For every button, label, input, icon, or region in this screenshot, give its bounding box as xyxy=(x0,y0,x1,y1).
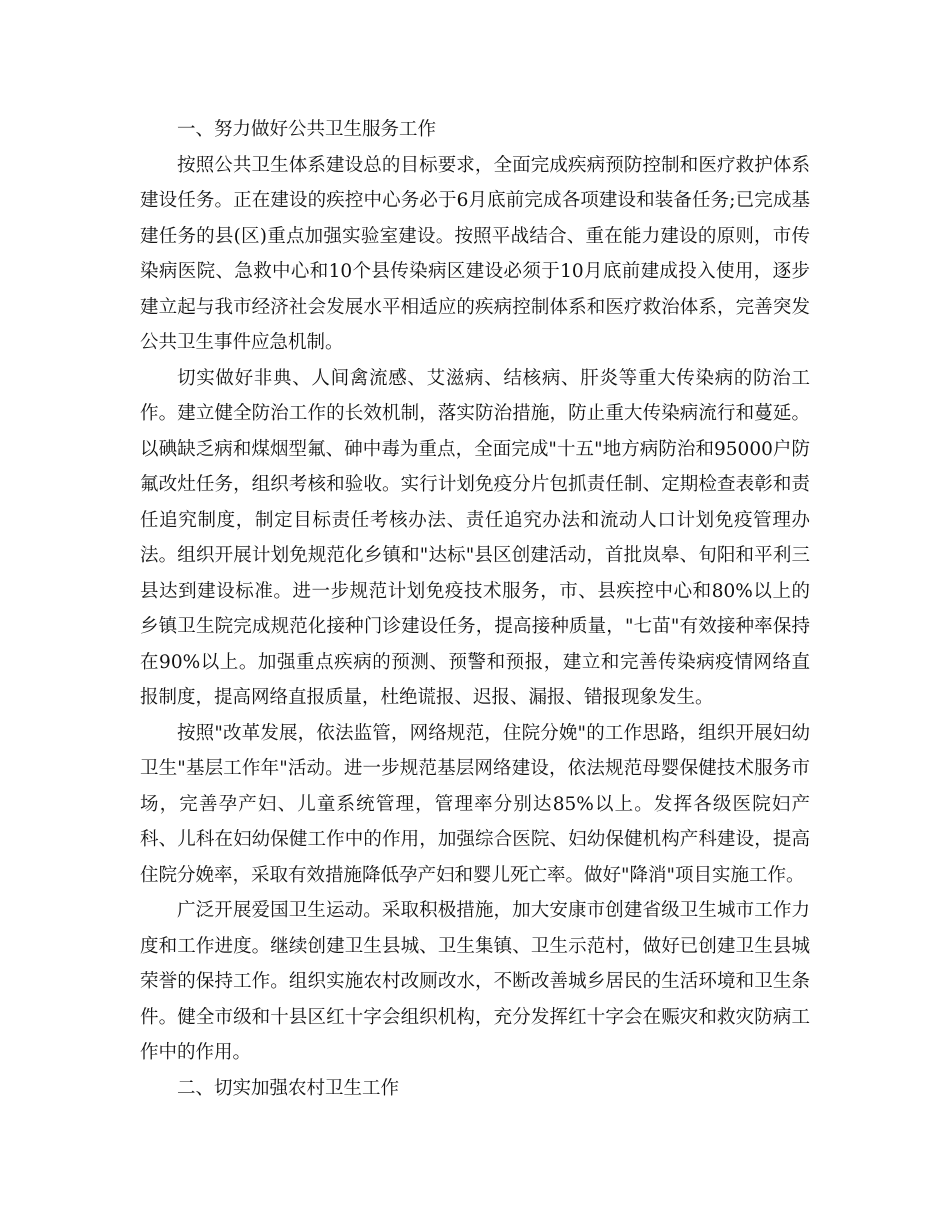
paragraph-3: 按照"改革发展，依法监管，网络规范，住院分娩"的工作思路，组织开展妇幼卫生"基层工作年"活动。进一步规范基层网络建设，依法规范母婴保健技术服务市场，完善孕产妇、儿童系统管理，管理率分别达85%以上。发挥各级医院妇产科、儿科在妇幼保健工作中的作用，加强综合医院、妇幼保健机构产科建设，提高住院分娩率，采取有效措施降低孕产妇和婴儿死亡率。做好"降消"项目实施工作。 xyxy=(140,722,810,886)
section-heading-1: 一、努力做好公共卫生服务工作 xyxy=(177,119,437,140)
section-heading-2: 二、切实加强农村卫生工作 xyxy=(177,1077,400,1099)
paragraph-2: 切实做好非典、人间禽流感、艾滋病、结核病、肝炎等重大传染病的防治工作。建立健全防治工作的长效机制，落实防治措施，防止重大传染病流行和蔓延。以碘缺乏病和煤烟型氟、砷中毒为重点，全面完成"十五"地方病防治和95000户防氟改灶任务，组织考核和验收。实行计划免疫分片包抓责任制、定期检查表彰和责任追究制度，制定目标责任考核办法、责任追究办法和流动人口计划免疫管理办法。组织开展计划免规范化乡镇和"达标"县区创建活动，首批岚皋、旬阳和平利三县达到建设标准。进一步规范计划免疫技术服务，市、县疾控中心和80%以上的乡镇卫生院完成规范化接种门诊建设任务，提高接种质量，"七苗"有效接种率保持在90%以上。加强重点疾病的预测、预警和预报，建立和完善传染病疫情网络直报制度，提高网络直报质量，杜绝谎报、迟报、漏报、错报现象发生。 xyxy=(140,367,810,708)
paragraph-4: 广泛开展爱国卫生运动。采取积极措施，加大安康市创建省级卫生城市工作力度和工作进度。继续创建卫生县城、卫生集镇、卫生示范村，做好已创建卫生县城荣誉的保持工作。组织实施农村改厕改水，不断改善城乡居民的生活环境和卫生条件。健全市级和十县区红十字会组织机构，充分发挥红十字会在赈灾和救灾防病工作中的作用。 xyxy=(140,900,810,1063)
paragraph-1: 按照公共卫生体系建设总的目标要求，全面完成疾病预防控制和医疗救护体系建设任务。正在建设的疾控中心务必于6月底前完成各项建设和装备任务;已完成基建任务的县(区)重点加强实验室建设。按照平战结合、重在能力建设的原则，市传染病医院、急救中心和10个县传染病区建设必须于10月底前建成投入使用，逐步建立起与我市经济社会发展水平相适应的疾病控制体系和医疗救治体系，完善突发公共卫生事件应急机制。 xyxy=(140,154,810,353)
